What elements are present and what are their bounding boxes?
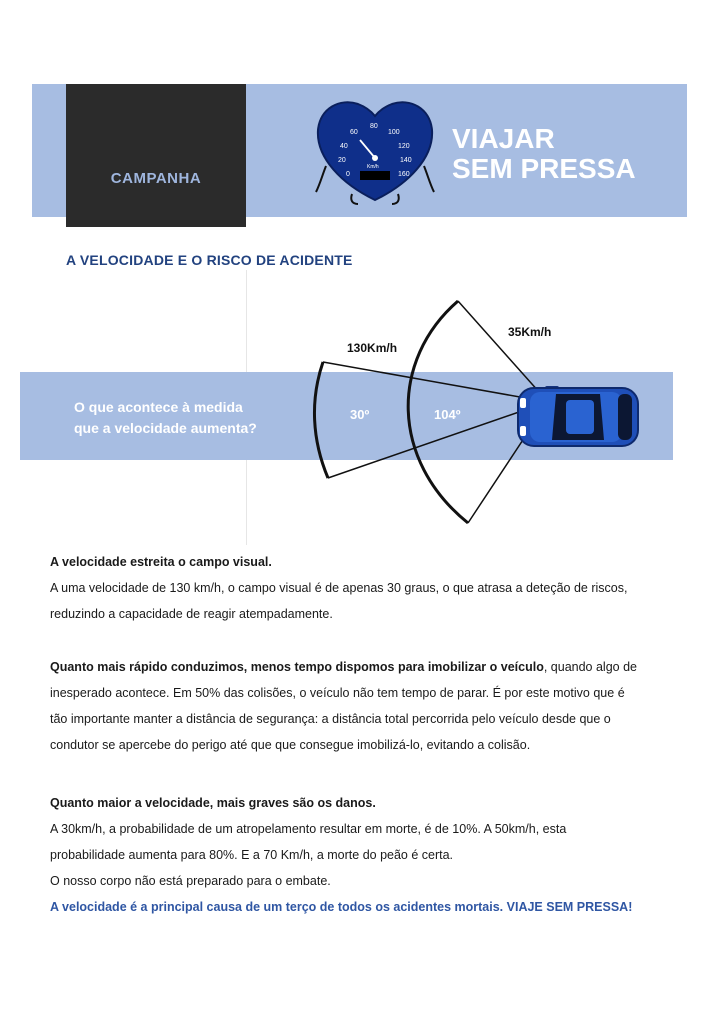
question-line1: O que acontece à medida	[74, 399, 243, 415]
speedometer-tick: 120	[398, 143, 410, 150]
paragraph-damage	[50, 790, 680, 920]
paragraph-line: probabilidade aumenta para 80%. E a 70 Km/h, a morte do peão é certa.	[50, 848, 454, 862]
paragraph-text: , quando algo de	[543, 660, 637, 674]
campaign-title-line1: VIAJAR	[452, 123, 555, 154]
speedometer-tick: 60	[350, 129, 358, 136]
speed-label-high: 130Km/h	[347, 341, 398, 355]
campaign-tag: CAMPANHA	[110, 170, 202, 187]
speedometer-tick: 40	[340, 143, 348, 150]
paragraph-heading: Quanto maior a velocidade, mais graves são os danos.	[50, 796, 376, 810]
speedometer-tick: 160	[398, 171, 410, 178]
paragraph-stopping	[50, 654, 680, 758]
speedometer-unit: Km/h	[367, 164, 379, 170]
campaign-title-line2: SEM PRESSA	[452, 153, 636, 184]
paragraph-line: A uma velocidade de 130 km/h, o campo visual é de apenas 30 graus, o que atrasa a deteção de riscos,	[50, 581, 628, 595]
closing-statement: A velocidade é a principal causa de um terço de todos os acidentes mortais. VIAJE SEM PRESSA!	[50, 900, 633, 914]
paragraph-visual-field	[50, 549, 680, 627]
paragraph-heading: Quanto mais rápido conduzimos, menos tempo dispomos para imobilizar o veículo	[50, 660, 544, 674]
speedometer-tick: 20	[338, 157, 346, 164]
campaign-title	[452, 124, 636, 184]
speedometer-tick: 0	[346, 171, 350, 178]
speedometer-tick: 80	[370, 123, 378, 130]
campaign-tag-panel	[66, 84, 246, 227]
paragraph-line: inesperado acontece. Em 50% das colisões, o veículo não tem tempo de parar. É por este motivo que é	[50, 686, 625, 700]
paragraph-line: reduzindo a capacidade de reagir atempadamente.	[50, 607, 333, 621]
speedometer-heart-icon	[312, 96, 438, 206]
paragraph-line: A 30km/h, a probabilidade de um atropelamento resultar em morte, é de 10%. A 50km/h, esta	[50, 822, 567, 836]
speedometer-tick: 100	[388, 129, 400, 136]
angle-label-wide: 104º	[434, 407, 461, 422]
angle-label-narrow: 30º	[350, 407, 370, 422]
speedometer-tick: 140	[400, 157, 412, 164]
speed-label-low: 35Km/h	[508, 325, 552, 339]
paragraph-line	[50, 654, 680, 680]
car-icon	[518, 386, 638, 447]
question-line2: que a velocidade aumenta?	[74, 420, 257, 436]
section-title: A VELOCIDADE E O RISCO DE ACIDENTE	[66, 252, 353, 268]
paragraph-line: condutor se apercebe do perigo até que que consegue imobilizá-lo, evitando a colisão.	[50, 738, 531, 752]
paragraph-line: tão importante manter a distância de segurança: a distância total percorrida pelo veículo desde que o	[50, 712, 611, 726]
paragraph-heading: A velocidade estreita o campo visual.	[50, 555, 272, 569]
paragraph-line: O nosso corpo não está preparado para o embate.	[50, 874, 331, 888]
narrow-fov-arc	[314, 362, 328, 478]
field-of-view-diagram	[0, 290, 724, 530]
